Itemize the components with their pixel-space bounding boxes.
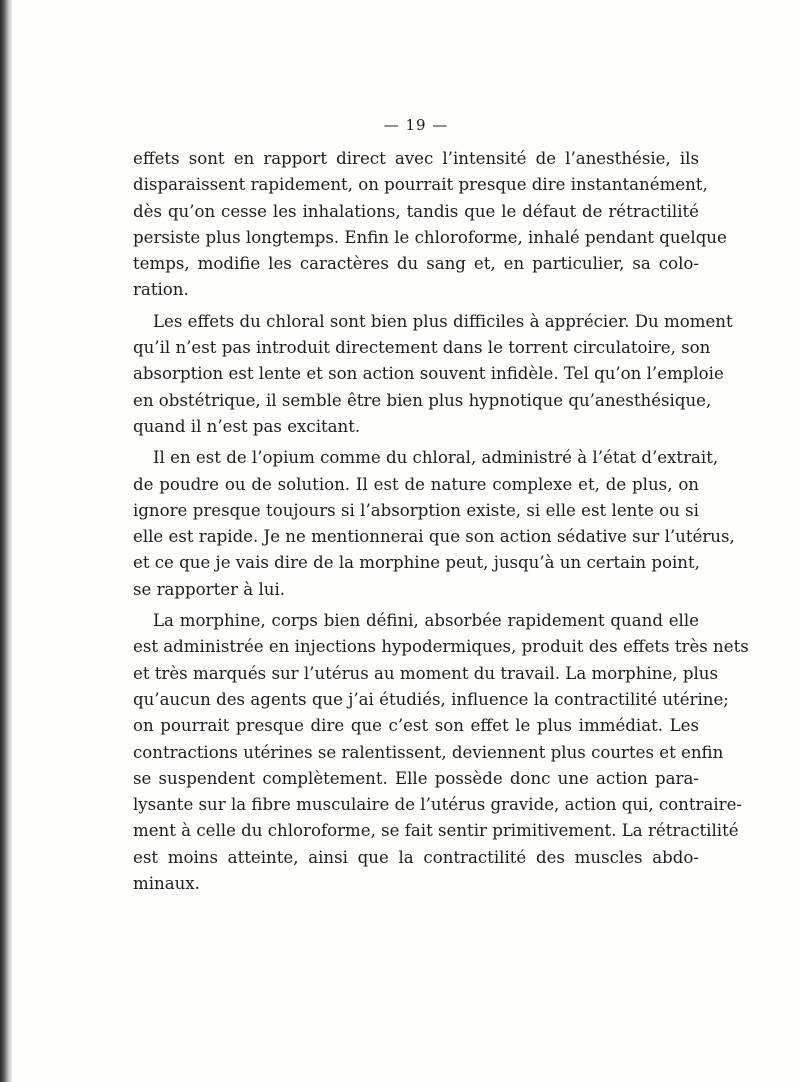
- text-line: La morphine, corps bien défini, absorbée rapidement quand elle: [153, 611, 699, 631]
- text-line: est moins atteinte, ainsi que la contractilité des muscles abdo-: [133, 847, 699, 867]
- text-line: disparaissent rapidement, on pourrait presque dire instantanément,: [133, 175, 708, 195]
- text-line: en obstétrique, il semble être bien plus hypnotique qu’anesthésique,: [133, 390, 712, 410]
- page-number: — 19 —: [383, 116, 449, 134]
- text-line: effets sont en rapport direct avec l’intensité de l’anesthésie, ils: [133, 149, 699, 168]
- text-line: ment à celle du chloroforme, se fait sentir primitivement. La rétractilité: [133, 821, 739, 841]
- page-text-block: [133, 110, 749, 902]
- paragraph-chloral: [133, 309, 733, 440]
- text-line: de poudre ou de solution. Il est de nature complexe et, de plus, on: [133, 474, 699, 494]
- text-line: on pourrait presque dire que c’est son effet le plus immédiat. Les: [133, 716, 699, 736]
- paragraph-chloroform-effects: [133, 146, 727, 304]
- text-line: Il en est de l’opium comme du chloral, administré à l’état d’extrait,: [153, 448, 719, 468]
- binding-shadow: [0, 0, 12, 1082]
- text-line: lysante sur la fibre musculaire de l’utérus gravide, action qui, contraire-: [133, 795, 743, 815]
- text-line: contractions utérines se ralentissent, deviennent plus courtes et enfin: [133, 742, 724, 762]
- text-line: se suspendent complètement. Elle possède donc une action para-: [133, 768, 699, 788]
- text-line: est administrée en injections hypodermiques, produit des effets très nets: [133, 637, 749, 657]
- text-line: et ce que je vais dire de la morphine peut, jusqu’à un certain point,: [133, 553, 700, 573]
- text-line: elle est rapide. Je ne mentionnerai que son action sédative sur l’utérus,: [133, 527, 735, 547]
- text-line: se rapporter à lui.: [133, 579, 286, 599]
- text-line: qu’il n’est pas introduit directement dans le torrent circulatoire, son: [133, 338, 711, 358]
- paragraph-opium: [133, 445, 735, 603]
- paragraph-morphine: [133, 608, 749, 897]
- text-line: minaux.: [133, 874, 200, 894]
- text-line: persiste plus longtemps. Enfin le chloroforme, inhalé pendant quelque: [133, 227, 727, 247]
- text-line: Les effets du chloral sont bien plus difficiles à apprécier. Du moment: [153, 311, 733, 331]
- text-line: dès qu’on cesse les inhalations, tandis que le défaut de rétractilité: [133, 201, 699, 221]
- text-line: ration.: [133, 280, 189, 300]
- text-line: temps, modifie les caractères du sang et, en particulier, sa colo-: [133, 254, 699, 274]
- text-line: ignore presque toujours si l’absorption existe, si elle est lente ou si: [133, 500, 699, 520]
- text-line: qu’aucun des agents que j’ai étudiés, influence la contractilité utérine;: [133, 689, 729, 709]
- text-line: absorption est lente et son action souvent infidèle. Tel qu’on l’emploie: [133, 364, 724, 384]
- text-line: quand il n’est pas excitant.: [133, 416, 361, 436]
- text-line: et très marqués sur l’utérus au moment du travail. La morphine, plus: [133, 663, 718, 683]
